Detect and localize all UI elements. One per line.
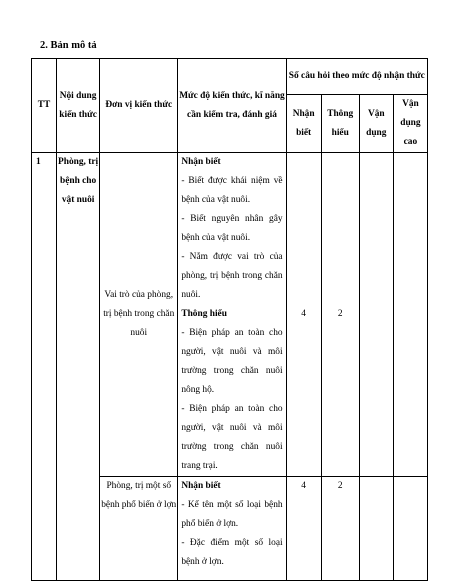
cell-van-dung <box>359 477 393 581</box>
level-title-nhan-biet: Nhận biết <box>181 157 221 167</box>
header-van-dung: Vận dụng <box>359 95 393 153</box>
cell-van-dung-cao <box>393 153 427 477</box>
cell-thong-hieu: 2 <box>321 153 359 477</box>
row-muc-do <box>178 153 286 477</box>
cell-van-dung <box>359 153 393 477</box>
list-item: - Biện pháp an toàn cho người, vật nuôi và môi trường trong chăn nuôi nông hộ. <box>181 328 283 395</box>
level-title-nhan-biet: Nhận biết <box>181 481 221 491</box>
list-item: - Biết được khái niệm về bệnh của vật nuôi. <box>181 176 283 205</box>
list-item: - Biện pháp an toàn cho người, vật nuôi và môi trường trong chăn nuôi trang trại. <box>181 404 283 471</box>
row-tt: 1 <box>32 153 57 581</box>
row-noi-dung: Phòng, trị bệnh cho vật nuôi <box>57 153 100 581</box>
row-don-vi: Phòng, trị một số bệnh phổ biến ở lợn <box>100 477 178 581</box>
list-item: - Nắm được vai trò của phòng, trị bệnh trong chăn nuôi. <box>181 252 283 300</box>
list-item: - Kể tên một số loại bệnh phổ biến ở lợn. <box>181 500 283 529</box>
header-so-cau-hoi: Số câu hỏi theo mức độ nhận thức <box>286 59 427 95</box>
list-item: - Đặc điểm một số loại bệnh ở lợn. <box>181 538 283 567</box>
level-title-thong-hieu: Thông hiểu <box>181 309 227 319</box>
header-tt: TT <box>32 59 57 153</box>
section-heading: 2. Bản mô tả <box>40 40 97 51</box>
header-nhan-biet: Nhận biết <box>286 95 321 153</box>
header-noi-dung: Nội dung kiến thức <box>57 59 100 153</box>
cell-nhan-biet: 4 <box>286 153 321 477</box>
cell-thong-hieu: 2 <box>321 477 359 581</box>
row-don-vi: Vai trò của phòng, trị bệnh trong chăn nuôi <box>100 153 178 477</box>
header-van-dung-cao: Vận dụng cao <box>393 95 427 153</box>
row-muc-do <box>178 477 286 581</box>
spacer <box>181 572 282 580</box>
header-thong-hieu: Thông hiểu <box>321 95 359 153</box>
list-item: - Biết nguyên nhân gây bệnh của vật nuôi. <box>181 214 283 243</box>
table-row <box>32 153 428 477</box>
cell-nhan-biet: 4 <box>286 477 321 581</box>
header-muc-do: Mức độ kiến thức, kĩ năng cần kiểm tra, đánh giá <box>178 59 286 153</box>
description-table <box>31 58 428 581</box>
cell-van-dung-cao <box>393 477 427 581</box>
header-don-vi: Đơn vị kiến thức <box>100 59 178 153</box>
